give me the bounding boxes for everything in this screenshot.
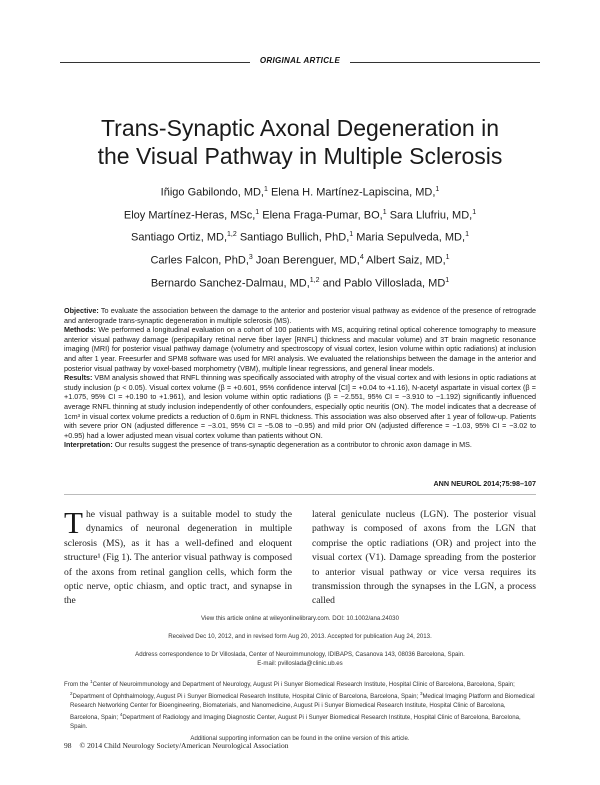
- header-rule-right: [350, 62, 540, 63]
- author-name: Elena Fraga-Pumar, BO,: [262, 209, 383, 222]
- author-name: Albert Saiz, MD,: [366, 254, 446, 267]
- objective-label: Objective:: [64, 306, 99, 315]
- intro-text: he visual pathway is a suitable model to study the dynamics of neuronal degeneration in multiple sclerosis (MS), as it has a well-defined and eloquent structure¹ (Fig 1). The anterior visual pathway is composed of the axons from retinal ganglion cells, which form the optic nerve, optic chiasm, and optic tract, and synapse in the: [64, 509, 292, 607]
- author-name: Joan Berenguer, MD,: [255, 254, 360, 267]
- abstract-results: [64, 373, 536, 440]
- affiliation-mark: 1: [255, 208, 260, 216]
- author-list: [60, 180, 540, 293]
- affiliation-mark: 1: [90, 679, 93, 684]
- affiliation-1: Center of Neuroimmunology and Department of Neurology, August Pi i Sunyer Biomedical Research Institute, Hospital Clinic of Barcelona, Barcelona, Spain;: [92, 681, 515, 689]
- affiliations: [64, 677, 536, 731]
- author-line: [60, 248, 540, 271]
- abstract-objective: [64, 306, 536, 325]
- abstract-divider: [64, 494, 536, 495]
- received-note: Received Dec 10, 2012, and in revised form Aug 20, 2013. Accepted for publication Aug 24, 2013.: [168, 633, 432, 640]
- affiliation-mark: 1: [465, 231, 469, 239]
- affiliation-4: Department of Radiology and Imaging Diagnostic Center, August Pi i Sunyer Biomedical Research Institute, Hospital Clinic of Barcelona, Barcelona, Spain.: [70, 714, 521, 731]
- affiliation-mark: 1,2: [309, 276, 320, 284]
- results-text: VBM analysis showed that RNFL thinning was specifically associated with atrophy of the visual cortex and with lesions in optic radiations at study inclusion (p < 0.05). Visual cortex volume (β = +0.601, 95% confidence interval [CI] = +0.04 to +1.16), N-acetyl aspartate in visual cortex (β = +1.075, 95% CI = +0.190 to +1.961), and lesion volume within optic radiations (β = −2.551, 95% CI = −3.910 to −1.192) significantly influenced average RNFL thinning at study inclusion independently of other confounders, especially optic neuritis (ON). The model indicates that a decrease of 1cm³ in visual cortex volume predicts a reduction of 0.6μm in RNFL thickness. This association was also observed after 1 year of follow-up. Patients with severe prior ON (adjusted difference = −3.01, 95% CI = −5.08 to −0.95) and mild prior ON (adjusted difference = −1.03, 95% CI = −3.02 to +0.95) had a lower adjusted mean visual cortex volume than patients without ON.: [64, 373, 536, 440]
- affiliation-mark: 1: [472, 208, 477, 216]
- affiliation-mark: 3: [419, 691, 423, 697]
- author-name: Elena H. Martínez-Lapiscina, MD,: [270, 186, 436, 199]
- affiliation-mark: 1,2: [227, 231, 237, 239]
- author-name: Iñigo Gabilondo, MD,: [160, 186, 264, 199]
- body-column-left: [64, 505, 292, 609]
- author-line: [60, 271, 540, 294]
- footnote-spacer: [64, 641, 536, 650]
- affiliation-mark: 1: [445, 276, 450, 284]
- footnote-spacer: [64, 623, 536, 632]
- footnote-spacer: [64, 668, 536, 677]
- copyright-line: © 2014 Child Neurology Society/American Neurological Association: [79, 741, 289, 750]
- methods-text: We performed a longitudinal evaluation on a cohort of 100 patients with MS, acquiring retinal optical coherence tomography to measure anterior visual pathway damage (peripapillary retinal nerve fiber layer [RNFL] thickness and macular volume) and 3T brain magnetic resonance imaging (MRI) for posterior visual pathway damage (volumetry and spectroscopy of visual cortex, lesion volume within optic radiations) at inclusion and after 1 year. Freesurfer and SPM8 software was used for MRI analysis. We evaluated the relationships between the damage in the anterior and posterior visual pathway by voxel-based morphometry (VBM), multiple linear regressions, and general linear models.: [64, 325, 536, 373]
- author-name: Santiago Bullich, PhD,: [239, 231, 350, 244]
- email-note: E-mail: pvilloslada@clinic.ub.es: [257, 660, 343, 667]
- supporting-note: Additional supporting information can be found in the online version of this article.: [190, 735, 410, 743]
- affiliations-lead: From the: [64, 681, 91, 689]
- affiliation-mark: 2: [70, 691, 73, 697]
- affiliation-mark: 1: [349, 231, 354, 239]
- author-name: Eloy Martínez-Heras, MSc,: [123, 209, 256, 222]
- affiliation-2: Department of Ophthalmology, August Pi i Sunyer Biomedical Research Institute, Hospital Clinic of Barcelona, Barcelona, Spain;: [72, 693, 420, 701]
- methods-label: Methods:: [64, 325, 96, 335]
- section-label: ORIGINAL ARTICLE: [259, 56, 341, 65]
- author-line: [60, 203, 540, 226]
- intro-paragraph: [64, 505, 292, 609]
- author-name: Maria Sepulveda, MD,: [356, 231, 466, 244]
- author-name: Santiago Ortiz, MD,: [131, 231, 228, 244]
- affiliation-3: Medical Imaging Platform and Biomedical Research Networking Center for Bioengineering, Biomaterials, and Nanomedicine, August Pi i Sunyer Biomedical Research Institute, Hospital Clinic of Barcelona, Barcelona, Spain;: [70, 693, 535, 722]
- abstract-methods: [64, 325, 536, 373]
- body-column-right: [312, 508, 536, 609]
- abstract: [64, 306, 536, 450]
- affiliation-mark: 4: [119, 712, 123, 718]
- objective-text: To evaluate the association between the damage to the anterior and posterior visual pathway as evidence of the presence of retrograde and anterograde trans-synaptic degeneration in multiple sclerosis (MS).: [64, 306, 536, 325]
- online-note: View this article online at wileyonlinelibrary.com. DOI: 10.1002/ana.24030: [201, 615, 399, 622]
- author-name: and Pablo Villoslada, MD: [322, 277, 446, 290]
- section-header: [60, 56, 540, 68]
- author-name: Carles Falcon, PhD,: [150, 254, 249, 267]
- affiliation-mark: 4: [359, 253, 364, 261]
- footnotes: [64, 614, 536, 743]
- address-note: Address correspondence to Dr Villoslada, Center of Neuroimmunology, IDIBAPS, Casanova 143, 08036 Barcelona, Spain.: [135, 651, 465, 658]
- journal-citation: ANN NEUROL 2014;75:98–107: [433, 479, 536, 488]
- title-line: the Visual Pathway in Multiple Sclerosis: [97, 143, 503, 169]
- affiliation-mark: 3: [248, 253, 253, 261]
- interpretation-text: Our results suggest the presence of trans-synaptic degeneration as a contributor to chronic axon damage in MS.: [112, 440, 472, 450]
- affiliation-mark: 1: [445, 253, 450, 261]
- page-number: 98: [64, 741, 72, 750]
- title-line: Trans-Synaptic Axonal Degeneration in: [100, 115, 500, 141]
- article-title: [40, 114, 560, 170]
- page-footer: [64, 741, 289, 750]
- affiliation-mark: 1: [435, 186, 440, 193]
- affiliation-mark: 1: [264, 186, 268, 193]
- affiliation-mark: 1: [382, 208, 387, 216]
- results-label: Results:: [64, 373, 93, 383]
- author-line: [60, 180, 540, 203]
- abstract-interpretation: [64, 440, 536, 450]
- body-text-right: lateral geniculate nucleus (LGN). The posterior visual pathway is composed of axons from the LGN that comprise the optic radiations (OR) and project into the visual cortex (V1). Damage spreading from the posterior to anterior visual pathway or vice versa requires its transmission through the synapses in the LGN, a process called: [312, 509, 536, 607]
- author-name: Sara Llufriu, MD,: [389, 209, 473, 222]
- author-name: Bernardo Sanchez-Dalmau, MD,: [150, 277, 310, 290]
- author-line: [60, 225, 540, 248]
- interpretation-label: Interpretation:: [64, 440, 113, 450]
- drop-cap: T: [64, 505, 83, 540]
